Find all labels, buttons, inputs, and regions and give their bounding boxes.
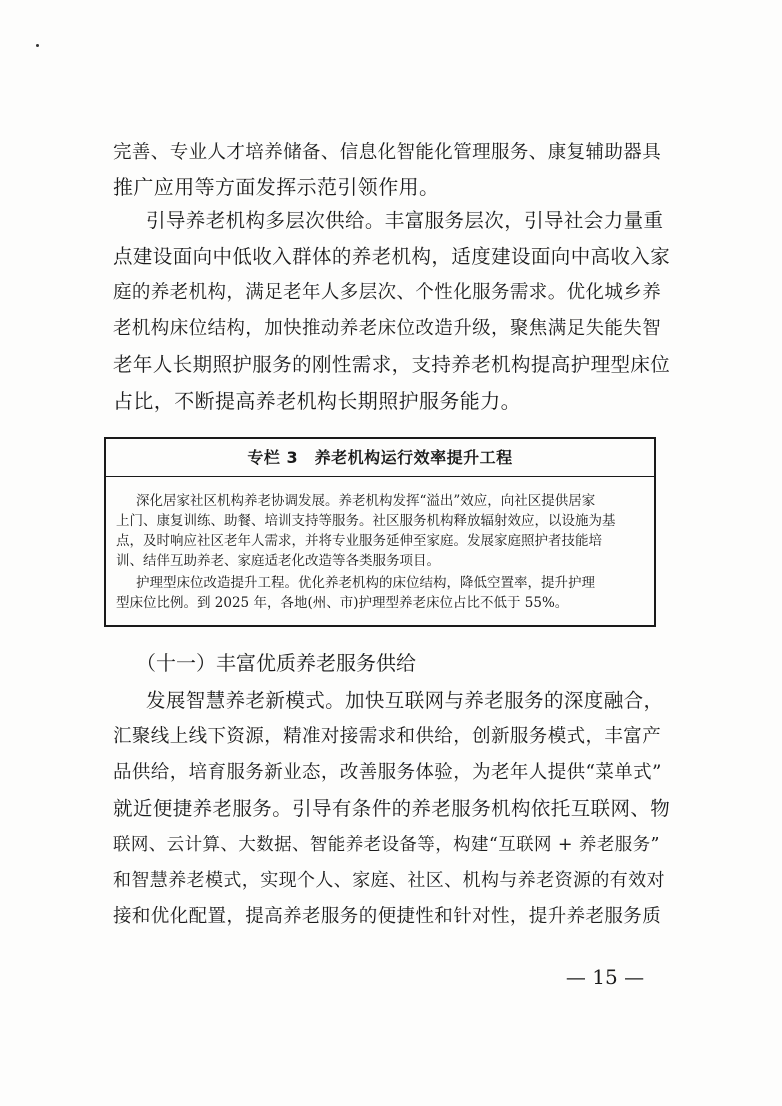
scan-speck — [36, 44, 39, 47]
paragraph-2-line-5: 老年人长期照护服务的刚性需求，支持养老机构提高护理型床位 — [113, 353, 671, 376]
feature-box-line-3: 点，及时响应社区老年人需求，并将专业服务延伸至家庭。发展家庭照护者技能培 — [116, 533, 602, 549]
paragraph-2-line-6: 占比，不断提高养老机构长期照护服务能力。 — [113, 389, 521, 413]
page-number: — 15 — — [565, 965, 645, 989]
paragraph-3-line-7: 接和优化配置，提高养老服务的便捷性和针对性，提升养老服务质 — [113, 906, 662, 927]
paragraph-2-line-2: 点建设面向中低收入群体的养老机构，适度建设面向中高收入家 — [113, 245, 671, 268]
feature-box-title: 专栏 3 养老机构运行效率提升工程 — [106, 439, 654, 477]
paragraph-3-line-6: 和智慧养老模式，实现个人、家庭、社区、机构与养老资源的有效对 — [113, 870, 665, 891]
feature-box-line-1: 深化居家社区机构养老协调发展。养老机构发挥“溢出”效应，向社区提供居家 — [136, 493, 596, 509]
feature-box-line-4: 训、结伴互助养老、家庭适老化改造等各类服务项目。 — [116, 553, 440, 569]
section-heading: （十一）丰富优质养老服务供给 — [136, 651, 416, 675]
paragraph-1-line-2: 推广应用等方面发挥示范引领作用。 — [113, 175, 440, 199]
feature-box-line-6: 型床位比例。到 2025 年，各地(州、市)护理型养老床位占比不低于 55%。 — [116, 595, 569, 611]
paragraph-3-line-2: 汇聚线上线下资源，精准对接需求和供给，创新服务模式，丰富产 — [113, 726, 662, 747]
paragraph-3-line-3: 品供给，培育服务新业态，改善服务体验，为老年人提供“菜单式” — [113, 762, 662, 783]
paragraph-2-line-3: 庭的养老机构，满足老年人多层次、个性化服务需求。优化城乡养 — [113, 282, 662, 303]
paragraph-3-line-1: 发展智慧养老新模式。加快互联网与养老服务的深度融合， — [146, 689, 664, 712]
paragraph-2-line-1: 引导养老机构多层次供给。丰富服务层次，引导社会力量重 — [146, 209, 664, 232]
paragraph-1-line-1: 完善、专业人才培养储备、信息化智能化管理服务、康复辅助器具 — [113, 142, 662, 163]
feature-box-line-2: 上门、康复训练、助餐、培训支持等服务。社区服务机构释放辐射效应，以设施为基 — [116, 513, 616, 529]
paragraph-3-line-5: 联网、云计算、大数据、智能养老设备等，构建“互联网 + 养老服务” — [113, 835, 660, 855]
paragraph-3-line-4: 就近便捷养老服务。引导有条件的养老服务机构依托互联网、物 — [113, 797, 671, 820]
feature-box-line-5: 护理型床位改造提升工程。优化养老机构的床位结构，降低空置率，提升护理 — [136, 575, 595, 591]
paragraph-2-line-4: 老机构床位结构，加快推动养老床位改造升级，聚焦满足失能失智 — [113, 318, 662, 339]
feature-box — [104, 437, 656, 627]
